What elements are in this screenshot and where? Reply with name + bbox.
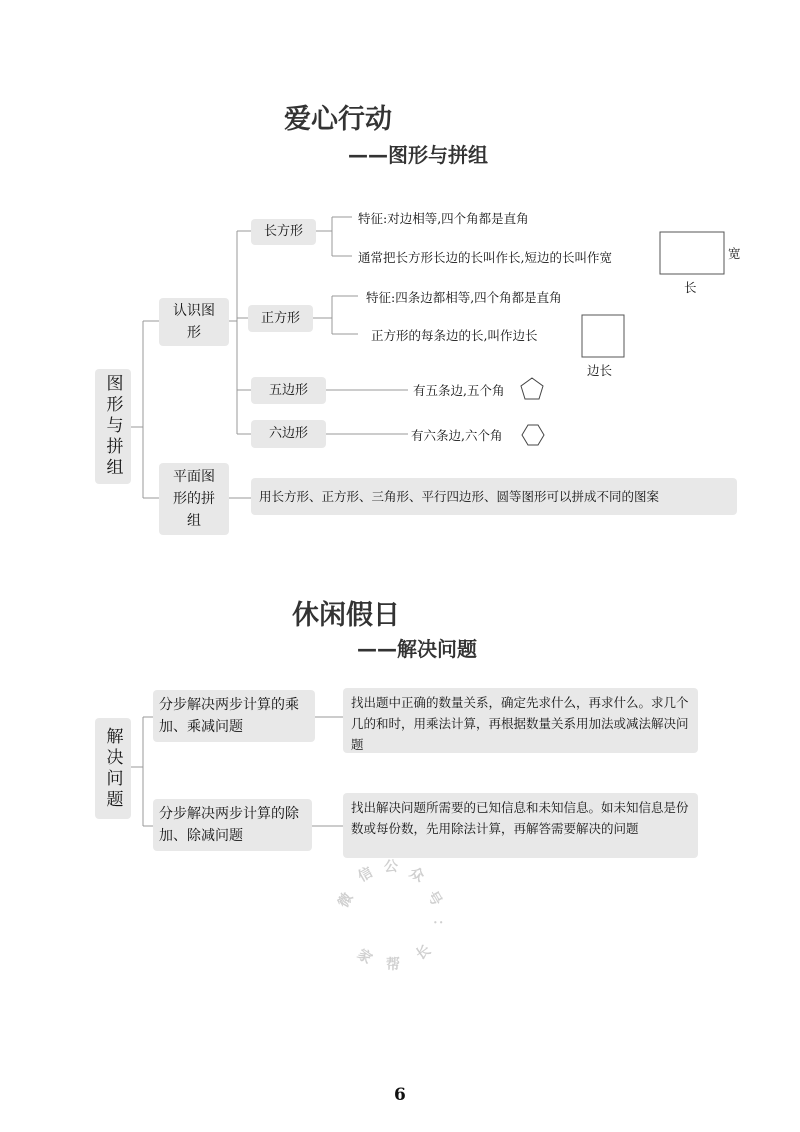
node-square: 正方形 — [248, 305, 313, 332]
branch-combine-shapes: 平面图形的拼组 — [159, 463, 229, 535]
pentagon-shape — [521, 378, 543, 399]
node-hexagon: 六边形 — [251, 420, 326, 448]
pentagon-desc-text: 有五条边,五个角 — [413, 383, 505, 398]
root-node-shapes: 图形与拼组 — [95, 369, 131, 484]
square-figure — [582, 315, 624, 357]
stamp-char: 家 — [354, 946, 375, 968]
node-rectangle: 长方形 — [251, 219, 316, 245]
node-pentagon: 五边形 — [251, 377, 326, 404]
stamp-char: 众 — [406, 864, 427, 886]
stamp-char: ： — [430, 919, 446, 933]
rectangle-feature-text: 特征:对边相等,四个角都是直角 — [358, 211, 529, 226]
branch-recognize-shapes: 认识图形 — [159, 298, 229, 346]
page-number: 6 — [394, 1085, 406, 1105]
square-naming-text: 正方形的每条边的长,叫作边长 — [371, 328, 538, 343]
watermark-stamp — [320, 850, 460, 980]
section2-title: 休闲假日 — [292, 600, 400, 631]
branch1-desc-box: 找出题中正确的数量关系，确定先求什么，再求什么。求几个几的和时，用乘法计算，再根据数量关系用加法或减法解决问题 — [343, 688, 698, 753]
section2-subtitle: ——解决问题 — [357, 637, 477, 661]
stamp-char: 微 — [335, 890, 357, 911]
stamp-char: 公 — [384, 859, 398, 875]
rectangle-figure — [660, 232, 724, 274]
section1-subtitle: ——图形与拼组 — [348, 143, 488, 167]
combine-desc-box: 用长方形、正方形、三角形、平行四边形、圆等图形可以拼成不同的图案 — [251, 478, 737, 515]
stamp-char: 长 — [413, 942, 434, 964]
square-side-label: 边长 — [587, 363, 613, 378]
hexagon-desc-text: 有六条边,六个角 — [411, 428, 503, 443]
branch-multiply-add: 分步解决两步计算的乘加、乘减问题 — [153, 690, 315, 742]
rectangle-width-label: 宽 — [728, 246, 741, 261]
branch-divide-add: 分步解决两步计算的除加、除减问题 — [153, 799, 312, 851]
section1-title: 爱心行动 — [284, 104, 392, 135]
stamp-char: 帮 — [386, 957, 400, 973]
stamp-char: 号 — [423, 888, 445, 909]
branch2-desc-box: 找出解决问题所需要的已知信息和未知信息。如未知信息是份数或每份数，先用除法计算，再解答需要解决的问题 — [343, 793, 698, 858]
rectangle-length-label: 长 — [684, 280, 697, 295]
hexagon-shape — [522, 425, 544, 445]
root-node-problem-solving: 解决问题 — [95, 718, 131, 819]
stamp-char: 信 — [355, 864, 376, 886]
rectangle-naming-text: 通常把长方形长边的长叫作长,短边的长叫作宽 — [358, 250, 612, 265]
square-feature-text: 特征:四条边都相等,四个角都是直角 — [366, 290, 562, 305]
